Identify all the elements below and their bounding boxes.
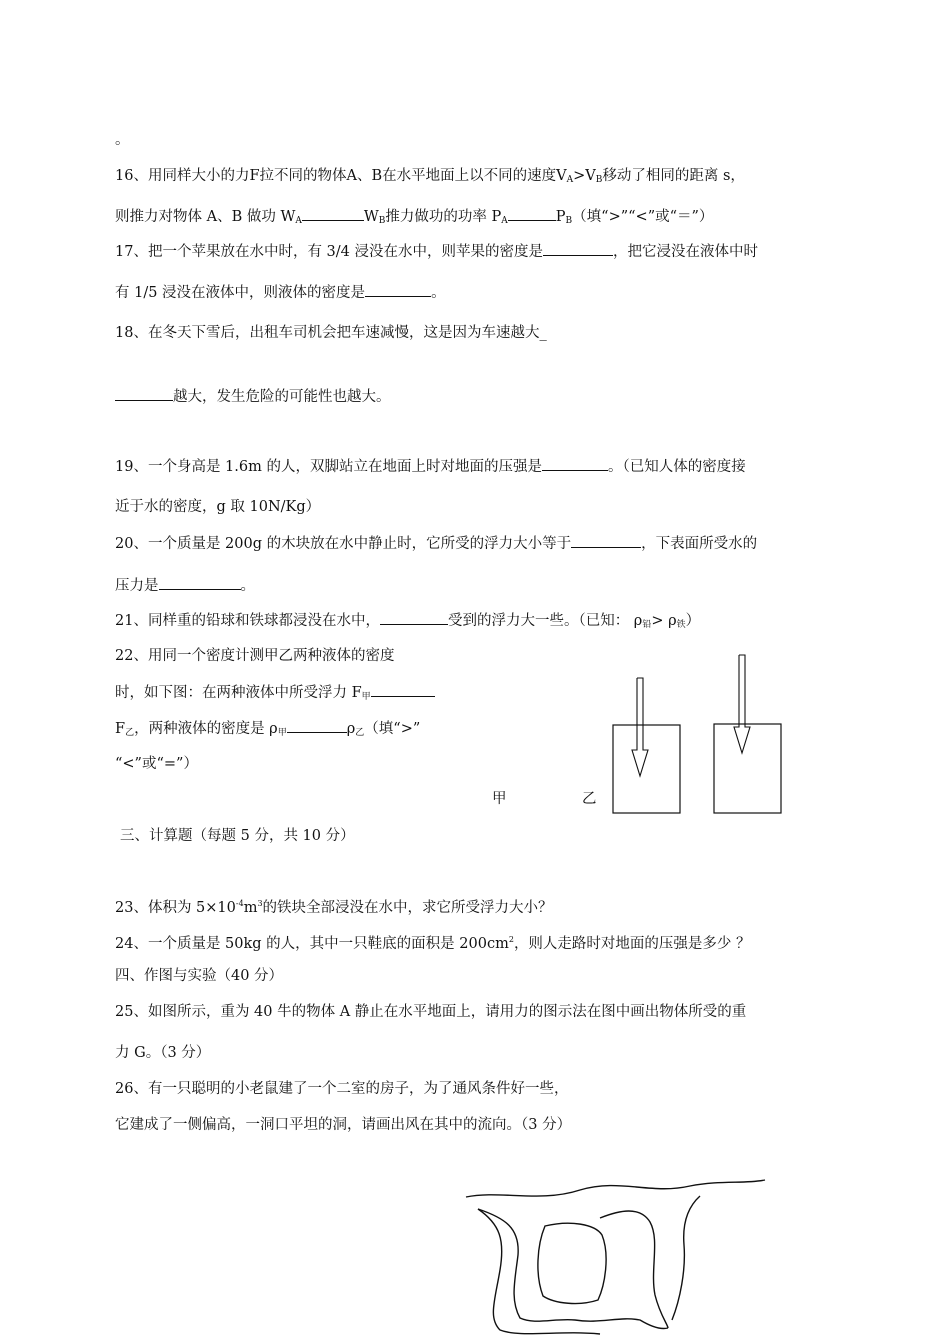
burrow-right-wall bbox=[600, 1211, 668, 1328]
q17-text-a: 17、把一个苹果放在水中时，有 3/4 浸没在水中，则苹果的密度是 bbox=[115, 244, 544, 260]
q23-text-c: 的铁块全部浸没在水中，求它所受浮力大小？ bbox=[262, 900, 553, 916]
q25-line2: 力 G。（3 分） bbox=[115, 1045, 211, 1061]
q22-text-d: （填“>” bbox=[364, 721, 421, 737]
q22-sub-jia2: 甲 bbox=[277, 728, 287, 738]
q21-text-b: 受到的浮力大一些。（已知： ρ bbox=[447, 613, 643, 629]
q16-sub-wb: B bbox=[378, 216, 386, 226]
q21-gt: > ρ bbox=[651, 613, 677, 629]
q21-end: ） bbox=[685, 613, 701, 629]
q16-text: 16、用同样大小的力F拉不同的物体A、B在水平地面上以不同的速度V bbox=[115, 168, 567, 184]
burrow-chamber bbox=[538, 1223, 606, 1303]
q23-exp: -4 bbox=[235, 899, 244, 908]
q23-exp2: 3 bbox=[257, 899, 263, 908]
q19-text-b: 。（已知人体的密度接 bbox=[607, 459, 746, 475]
q22-text-b: ，两种液体的密度是 ρ bbox=[134, 721, 278, 737]
q16-power-a: 推力做功的功率 P bbox=[385, 209, 502, 225]
q26-line1: 26、有一只聪明的小老鼠建了一个二室的房子，为了通风条件好一些， bbox=[115, 1081, 569, 1097]
label-yi: 乙 bbox=[582, 791, 597, 807]
q16-power-b: P bbox=[555, 209, 566, 225]
q22-sub-yi: 乙 bbox=[125, 728, 135, 738]
q17-text-d: 。 bbox=[431, 285, 446, 301]
q22-text-a: 时，如下图：在两种液体中所受浮力 F bbox=[115, 685, 362, 701]
q25-line1: 25、如图所示，重为 40 牛的物体 A 静止在水平地面上，请用力的图示法在图中画出物体所受的重 bbox=[115, 1004, 747, 1020]
q16-gt: >V bbox=[573, 168, 596, 184]
q22-sub-jia: 甲 bbox=[361, 692, 371, 702]
q26-line2: 它建成了一侧偏高，一洞口平坦的洞，请画出风在其中的流向。（3 分） bbox=[115, 1117, 572, 1133]
burrow-right-shaft bbox=[672, 1196, 700, 1320]
q16-sub-pb: B bbox=[565, 216, 573, 226]
burrow-outer-bottom bbox=[478, 1209, 600, 1334]
q16-sub-wa: A bbox=[295, 216, 302, 226]
q16-fill-hint: （填“>”“<”或“＝”） bbox=[572, 209, 714, 225]
q22-line1: 22、用同一个密度计测甲乙两种液体的密度 bbox=[115, 648, 395, 664]
q21-sub-lead: 铅 bbox=[642, 620, 652, 630]
q24-text-a: 24、一个质量是 50kg 的人，其中一只鞋底的面积是 200cm bbox=[115, 936, 509, 952]
q22-line4: “<”或“=”） bbox=[115, 756, 198, 772]
q23-text-a: 23、体积为 5×10 bbox=[115, 900, 236, 916]
q23-text-b: m bbox=[243, 900, 258, 916]
burrow-outer-left bbox=[478, 1209, 668, 1329]
q16-sub-pa: A bbox=[501, 216, 508, 226]
q20-text-d: 。 bbox=[240, 578, 255, 594]
q16-work-b: W bbox=[363, 209, 379, 225]
q16-line1-end: 移动了相同的距离 s， bbox=[602, 168, 745, 184]
label-jia: 甲 bbox=[492, 791, 507, 807]
q19-line2: 近于水的密度，g 取 10N/Kg） bbox=[115, 499, 321, 515]
q18-line1: 18、在冬天下雪后，出租车司机会把车速减慢，这是因为车速越大_ bbox=[115, 325, 547, 341]
q24-text-b: ，则人走路时对地面的压强是多少 ？ bbox=[513, 936, 751, 952]
q16-sub-b: B bbox=[595, 175, 603, 185]
q19-text-a: 19、一个身高是 1.6m 的人，双脚站立在地面上时对地面的压强是 bbox=[115, 459, 542, 475]
q18-text: 越大，发生危险的可能性也越大。 bbox=[173, 389, 391, 405]
q16-work-a: 则推力对物体 A、B 做功 W bbox=[115, 209, 296, 225]
section3-heading: 三、计算题（每题 5 分，共 10 分） bbox=[120, 828, 355, 844]
q20-text-c: 压力是 bbox=[115, 578, 159, 594]
ground-line bbox=[466, 1180, 765, 1197]
q21-text-a: 21、同样重的铅球和铁球都浸没在水中， bbox=[115, 613, 380, 629]
q22-sub-yi2: 乙 bbox=[355, 728, 365, 738]
q20-text-a: 20、一个质量是 200g 的木块放在水中静止时，它所受的浮力大小等于 bbox=[115, 536, 572, 552]
q15-tail: 。 bbox=[115, 132, 130, 148]
q24-exp: 2 bbox=[508, 935, 514, 944]
q16-sub-a: A bbox=[566, 175, 574, 185]
q22-text-f: F bbox=[115, 721, 126, 737]
q17-text-b: ，把它浸没在液体中时 bbox=[613, 244, 759, 260]
q21-sub-iron: 铁 bbox=[676, 620, 686, 630]
section4-heading: 四、作图与实验（40 分） bbox=[115, 968, 284, 984]
q20-text-b: ，下表面所受水的 bbox=[641, 536, 758, 552]
q22-text-c: ρ bbox=[346, 721, 356, 737]
q17-text-c: 有 1/5 浸没在液体中，则液体的密度是 bbox=[115, 285, 366, 301]
